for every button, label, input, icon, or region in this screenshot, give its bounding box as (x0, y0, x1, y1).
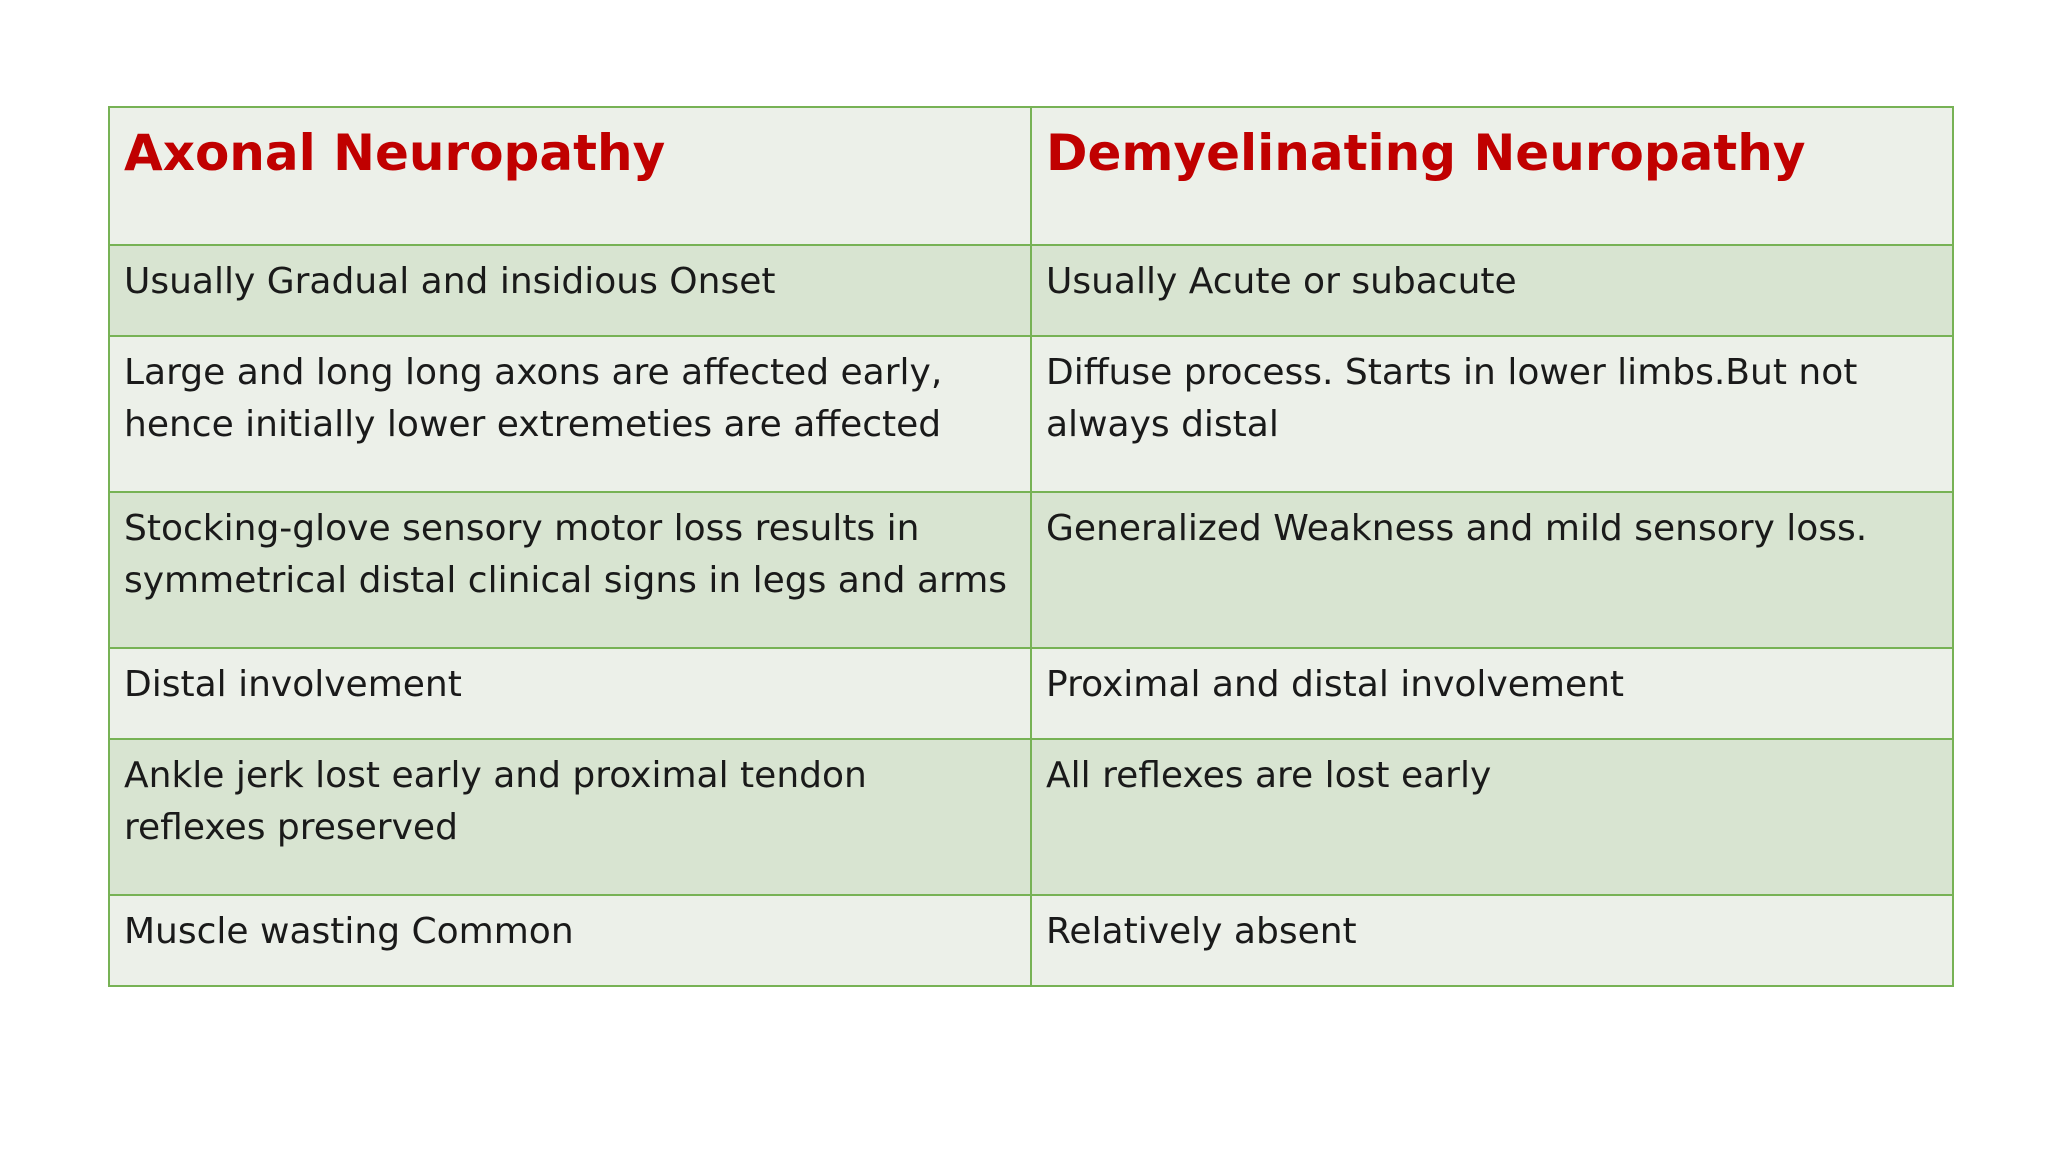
comparison-table (108, 106, 1954, 987)
table-cell: Large and long long axons are affected early, hence initially lower extremeties are affected (109, 336, 1031, 492)
table-cell: Diffuse process. Starts in lower limbs.But not always distal (1031, 336, 1953, 492)
table-row (109, 648, 1953, 739)
table-row (109, 245, 1953, 336)
table-cell: Usually Acute or subacute (1031, 245, 1953, 336)
table-cell: Ankle jerk lost early and proximal tendon reflexes preserved (109, 739, 1031, 895)
table-cell: All reflexes are lost early (1031, 739, 1953, 895)
header-axonal-neuropathy: Axonal Neuropathy (109, 107, 1031, 245)
table-cell: Stocking-glove sensory motor loss results in symmetrical distal clinical signs in legs and arms (109, 492, 1031, 648)
table-row (109, 895, 1953, 986)
table-cell: Usually Gradual and insidious Onset (109, 245, 1031, 336)
table-cell: Muscle wasting Common (109, 895, 1031, 986)
header-demyelinating-neuropathy: Demyelinating Neuropathy (1031, 107, 1953, 245)
table-cell: Generalized Weakness and mild sensory loss. (1031, 492, 1953, 648)
table-cell: Distal involvement (109, 648, 1031, 739)
table-cell: Proximal and distal involvement (1031, 648, 1953, 739)
table-header-row (109, 107, 1953, 245)
table-row (109, 336, 1953, 492)
table-row (109, 739, 1953, 895)
table-cell: Relatively absent (1031, 895, 1953, 986)
table-row (109, 492, 1953, 648)
